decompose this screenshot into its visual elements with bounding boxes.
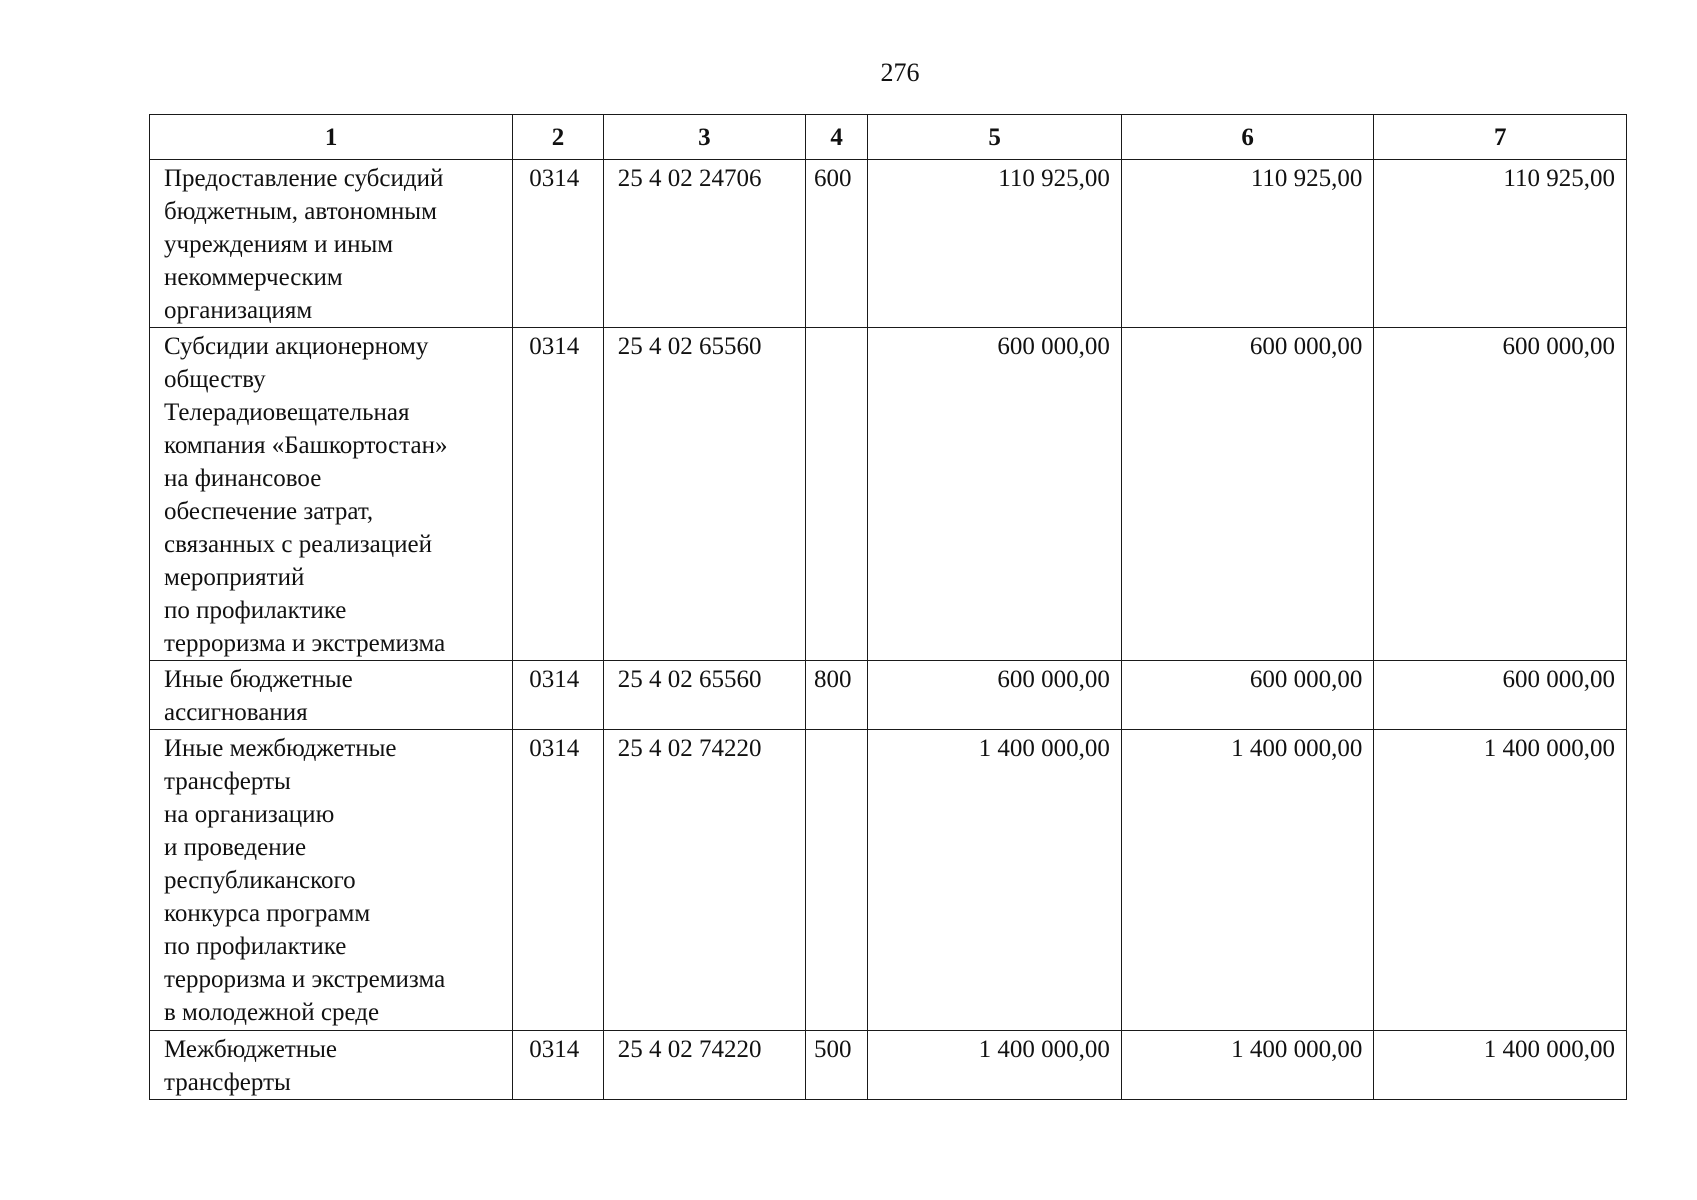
row-sum-col5: 1 400 000,00	[868, 1031, 1122, 1100]
row-sum-col6: 600 000,00	[1121, 328, 1374, 661]
row-target-code: 25 4 02 24706	[603, 160, 805, 328]
row-name: Иные бюджетные ассигнования	[150, 661, 513, 730]
row-sum-col5: 110 925,00	[868, 160, 1122, 328]
row-name: Субсидии акционерному обществу Телерадиовещательная компания «Башкортостан» на финансовое обеспечение затрат, связанных с реализацией мероприятий по профилактике терроризма и экстремизма	[150, 328, 513, 661]
row-sum-col6: 110 925,00	[1121, 160, 1374, 328]
row-section-code: 0314	[513, 661, 604, 730]
table-row	[150, 328, 1627, 661]
row-expense-type	[805, 328, 867, 661]
table-row	[150, 730, 1627, 1031]
column-header-1: 1	[150, 115, 513, 160]
row-sum-col7: 600 000,00	[1374, 661, 1627, 730]
row-name: Предоставление субсидий бюджетным, автономным учреждениям и иным некоммерческим организациям	[150, 160, 513, 328]
page-number: 276	[880, 58, 920, 87]
row-sum-col7: 600 000,00	[1374, 328, 1627, 661]
column-header-6: 6	[1121, 115, 1374, 160]
row-expense-type: 500	[805, 1031, 867, 1100]
row-sum-col7: 1 400 000,00	[1374, 730, 1627, 1031]
header-row	[150, 115, 1627, 160]
row-expense-type	[805, 730, 867, 1031]
row-expense-type: 600	[805, 160, 867, 328]
row-section-code: 0314	[513, 160, 604, 328]
column-header-7: 7	[1374, 115, 1627, 160]
table-header	[150, 115, 1627, 160]
row-section-code: 0314	[513, 328, 604, 661]
row-sum-col5: 600 000,00	[868, 661, 1122, 730]
row-section-code: 0314	[513, 730, 604, 1031]
row-sum-col7: 110 925,00	[1374, 160, 1627, 328]
table-body	[150, 160, 1627, 1100]
row-sum-col6: 1 400 000,00	[1121, 1031, 1374, 1100]
table-row	[150, 160, 1627, 328]
row-sum-col5: 600 000,00	[868, 328, 1122, 661]
column-header-2: 2	[513, 115, 604, 160]
row-name: Межбюджетные трансферты	[150, 1031, 513, 1100]
column-header-3: 3	[603, 115, 805, 160]
row-sum-col6: 600 000,00	[1121, 661, 1374, 730]
row-target-code: 25 4 02 74220	[603, 1031, 805, 1100]
column-header-4: 4	[805, 115, 867, 160]
budget-table	[149, 114, 1627, 1100]
row-target-code: 25 4 02 65560	[603, 328, 805, 661]
row-sum-col5: 1 400 000,00	[868, 730, 1122, 1031]
row-section-code: 0314	[513, 1031, 604, 1100]
row-target-code: 25 4 02 65560	[603, 661, 805, 730]
row-name: Иные межбюджетные трансферты на организацию и проведение республиканского конкурса программ по профилактике терроризма и экстремизма в молодежной среде	[150, 730, 513, 1031]
row-sum-col7: 1 400 000,00	[1374, 1031, 1627, 1100]
row-expense-type: 800	[805, 661, 867, 730]
table-row	[150, 661, 1627, 730]
row-target-code: 25 4 02 74220	[603, 730, 805, 1031]
table-row	[150, 1031, 1627, 1100]
row-sum-col6: 1 400 000,00	[1121, 730, 1374, 1031]
column-header-5: 5	[868, 115, 1122, 160]
